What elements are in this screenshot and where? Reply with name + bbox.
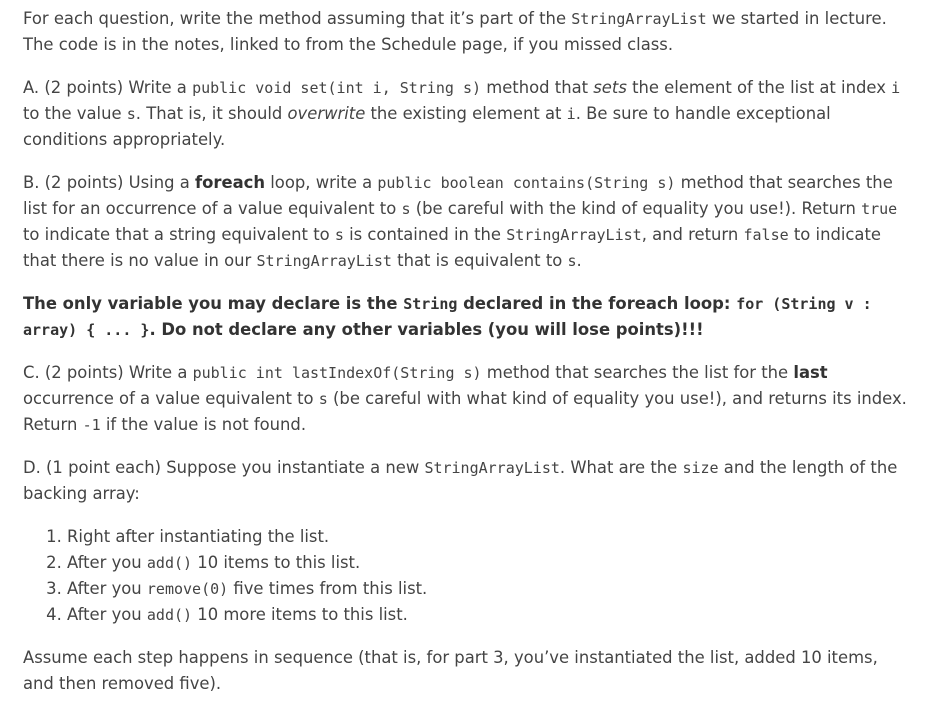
foreach-loop-code: for (String v : array) { ... } <box>23 295 872 339</box>
part-a-paragraph: A. (2 points) Write a public void set(int i, String s) method that sets the element of the list at index i to the value s. That is, it should overwrite the existing element at i. Be sure to handle exceptional conditions appropriately. <box>23 78 901 149</box>
contains-signature-code: public boolean contains(String s) <box>377 174 676 192</box>
set-signature-code: public void set(int i, String s) <box>192 79 482 97</box>
list-item: 3. After you remove(0) five times from this list. <box>67 576 913 602</box>
list-item: 4. After you add() 10 more items to this list. <box>67 602 913 628</box>
steps-list <box>23 524 913 628</box>
class-name-code: StringArrayList <box>571 10 707 28</box>
last-index-of-signature-code: public int lastIndexOf(String s) <box>192 364 482 382</box>
list-item: 2. After you add() 10 items to this list. <box>67 550 913 576</box>
list-item: 1. Right after instantiating the list. <box>67 524 913 550</box>
part-b-paragraph: B. (2 points) Using a foreach loop, write a public boolean contains(String s) method that searches the list for an occurrence of a value equivalent to s (be careful with the kind of equality you use!). Return true to indicate that a string equivalent to s is contained in the StringArrayList, and return false to indicate that there is no value in our StringArrayList that is equivalent to s. <box>23 173 898 270</box>
part-c-paragraph: C. (2 points) Write a public int lastIndexOf(String s) method that searches the list for the last occurrence of a value equivalent to s (be careful with what kind of equality you use!), and returns its index. Return -1 if the value is not found. <box>23 363 907 434</box>
variable-warning: The only variable you may declare is the String declared in the foreach loop: for (String v : array) { ... }. Do not declare any other variables (you will lose points)!!! <box>23 294 872 339</box>
intro-paragraph: For each question, write the method assuming that it’s part of the StringArrayList we started in lecture. The code is in the notes, linked to from the Schedule page, if you missed class. <box>23 9 887 54</box>
closing-paragraph: Assume each step happens in sequence (that is, for part 3, you’ve instantiated the list, added 10 items, and then removed five). <box>23 648 878 693</box>
part-d-paragraph: D. (1 point each) Suppose you instantiate a new StringArrayList. What are the size and the length of the backing array: <box>23 458 898 503</box>
